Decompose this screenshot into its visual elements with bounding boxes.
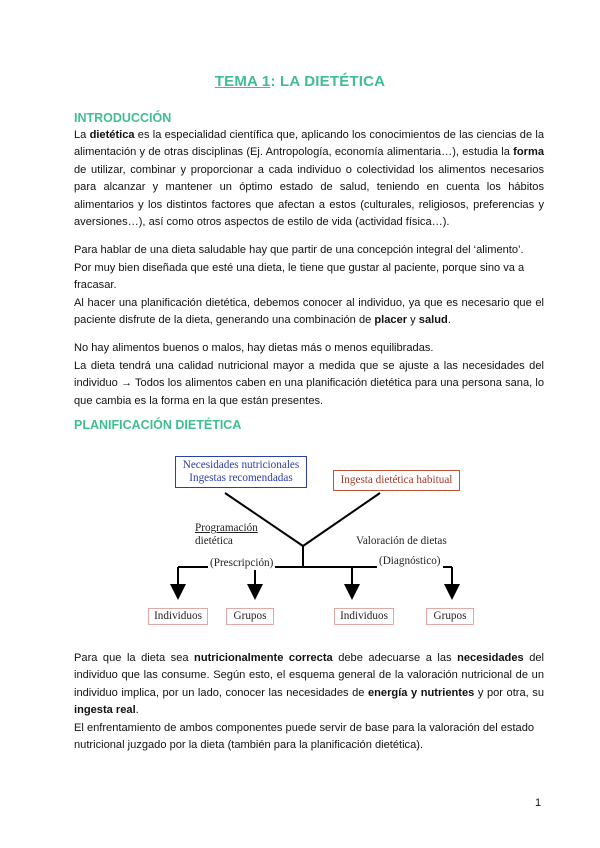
page-title <box>0 73 600 90</box>
label-evaluation: Valoración de dietas <box>356 535 447 547</box>
planning-section <box>74 650 544 754</box>
intro-paragraph-2: Para hablar de una dieta saludable hay que partir de una concepción integral del ‘alimento’. <box>74 244 524 257</box>
intro-paragraph-3: Por muy bien diseñada que esté una dieta, le tiene que gustar al paciente, porque sino va a fracasar. <box>74 261 525 292</box>
intro-paragraph-4: Al hacer una planificación dietética, debemos conocer al individuo, ya que es necesario que el paciente disfrute de la dieta, generando una combinación de placer y salud. <box>74 296 544 327</box>
planning-paragraph-1: Para que la dieta sea nutricionalmente correcta debe adecuarse a las necesidades del individuo que las consume. Según esto, el esquema general de la valoración nutricional de un individuo implica, por un lado, conocer las necesidades de energía y nutrientes y por otra, su ingesta real. <box>74 652 544 717</box>
label-diagnosis: (Diagnóstico) <box>379 555 441 567</box>
intro-section <box>74 127 544 410</box>
label-programming: Programación dietética <box>195 522 258 547</box>
label-prescription: (Prescripción) <box>210 557 274 569</box>
intro-paragraph-1: La dietética es la especialidad científica que, aplicando los conocimientos de las ciencias de la alimentación y de otras disciplinas (Ej. Antropología, economía alimentaria…), estudia la forma de utilizar, combinar y proporcionar a cada individuo o colectividad los alimentos necesarios para alcanzar y mantener un óptimo estado de salud, teniendo en cuenta los hábitos alimentarios y los distintos factores que afectan a estos (culturales, religiosos, preferencias y aversiones…), así como otros aspectos de estilo de vida (actividad física…). <box>74 129 544 229</box>
intro-heading: INTRODUCCIÓN <box>74 111 172 125</box>
planning-diagram <box>140 452 480 637</box>
title-main: TEMA 1 <box>214 73 271 90</box>
box-nutritional-needs: Necesidades nutricionales Ingestas recomendadas <box>175 456 307 488</box>
intro-paragraph-5: No hay alimentos buenos o malos, hay dietas más o menos equilibradas. <box>74 342 434 355</box>
leaf-individuos-1: Individuos <box>148 608 208 625</box>
planning-paragraph-2: El enfrentamiento de ambos componentes puede servir de base para la valoración del estado nutricional juzgado por la dieta (también para la planificación dietética). <box>74 721 535 752</box>
leaf-grupos-1: Grupos <box>226 608 274 625</box>
intro-paragraph-6: La dieta tendrá una calidad nutricional mayor a medida que se ajuste a las necesidades del individuo → Todos los alimentos caben en una planificación dietética para una persona sana, lo que cambia es la forma en la que están presentes. <box>74 359 544 407</box>
planning-heading: PLANIFICACIÓN DIETÉTICA <box>74 418 242 432</box>
leaf-individuos-2: Individuos <box>334 608 394 625</box>
box-habitual-intake: Ingesta dietética habitual <box>333 470 460 491</box>
leaf-grupos-2: Grupos <box>426 608 474 625</box>
page-number: 1 <box>535 797 542 809</box>
title-rest: : LA DIETÉTICA <box>270 73 386 90</box>
